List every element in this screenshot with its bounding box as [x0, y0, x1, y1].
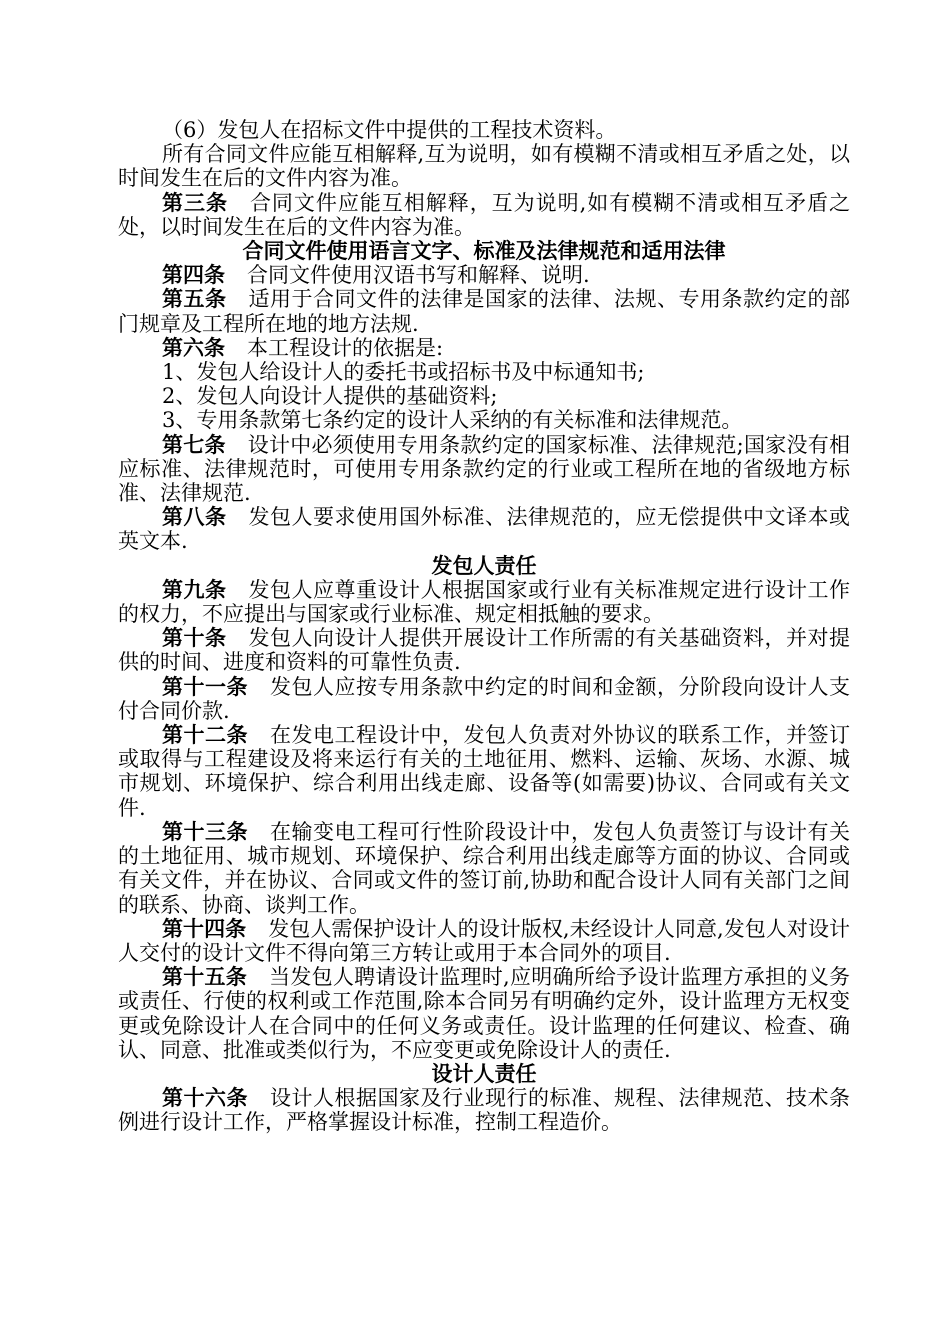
article-text: 当发包人聘请设计监理时,应明确所给予设计监理方承担的义务或责任、行使的权利或工作范围,除本合同另有明确约定外，设计监理方无权变更或免除设计人在合同中的任何义务或责任。设计监理的任何建议、检查、确认、同意、批准或类似行为，不应变更或免除设计人的责任.	[118, 965, 850, 1062]
article-3	[118, 191, 850, 239]
article-text: 设计中必须使用专用条款约定的国家标准、法律规范;国家没有相应标准、法律规范时，可使用专用条款约定的行业或工程所在地的省级地方标准、法律规范.	[118, 432, 851, 506]
article-text: 合同文件使用汉语书写和解释、说明.	[247, 263, 590, 288]
article-text: 发包人要求使用国外标准、法律规范的，应无偿提供中文译本或英文本.	[118, 505, 850, 554]
article-number: 第十一条	[162, 674, 248, 699]
article-text: 在输变电工程可行性阶段设计中，发包人负责签订与设计有关的土地征用、城市规划、环境保护、综合利用出线走廊等方面的协议、合同或有关文件，并在协议、合同或文件的签订前,协助和配合设计人同有关部门之间的联系、协商、谈判工作。	[118, 819, 850, 917]
article-text: 发包人需保护设计人的设计版权,未经设计人同意,发包人对设计人交付的设计文件不得向第三方转让或用于本合同外的项目.	[118, 916, 851, 965]
article-8	[118, 505, 850, 553]
article-number: 第十条	[162, 626, 227, 651]
article-number: 第三条	[162, 190, 228, 215]
paragraph-text: （6）发包人在招标文件中提供的工程技术资料。	[162, 118, 617, 142]
article-number: 第七条	[162, 432, 226, 457]
article-15	[118, 965, 850, 1062]
article-4	[118, 263, 850, 287]
article-5	[118, 287, 850, 335]
section-heading-employer: 发包人责任	[431, 553, 537, 578]
article-text: 合同文件应能互相解释，互为说明,如有模糊不清或相互矛盾之处，以时间发生在后的文件内容为准。	[118, 190, 850, 239]
article-number: 第九条	[162, 577, 227, 602]
paragraph-0	[118, 118, 850, 142]
article-number: 第四条	[162, 263, 225, 288]
article-text: 发包人向设计人提供开展设计工作所需的有关基础资料，并对提供的时间、进度和资料的可靠性负责.	[118, 626, 850, 675]
article-6	[118, 336, 850, 360]
list-item-2: 2、发包人向设计人提供的基础资料;	[162, 384, 498, 409]
article-number: 第十二条	[162, 723, 248, 748]
article-number: 第八条	[162, 505, 227, 530]
list-item-3: 3、专用条款第七条约定的设计人采纳的有关标准和法律规范。	[162, 408, 743, 433]
paragraph-text: 所有合同文件应能互相解释,互为说明，如有模糊不清或相互矛盾之处，以时间发生在后的文件内容为准。	[118, 142, 850, 191]
article-number: 第十三条	[162, 819, 248, 844]
article-text: 发包人应按专用条款中约定的时间和金额，分阶段向设计人支付合同价款.	[118, 674, 850, 723]
article-10	[118, 626, 850, 674]
list-item-1: 1、发包人给设计人的委托书或招标书及中标通知书;	[162, 360, 645, 385]
article-number: 第十五条	[162, 965, 248, 990]
article-11	[118, 675, 850, 723]
article-16	[118, 1086, 850, 1134]
article-text: 发包人应尊重设计人根据国家或行业有关标准规定进行设计工作的权力，不应提出与国家或行业标准、规定相抵触的要求。	[118, 577, 850, 627]
article-12	[118, 723, 850, 820]
section-heading-designer: 设计人责任	[431, 1061, 537, 1086]
section-heading-language: 合同文件使用语言文字、标准及法律规范和适用法律	[242, 239, 726, 264]
article-9	[118, 578, 850, 626]
paragraph-1	[118, 142, 850, 190]
article-text: 本工程设计的依据是:	[247, 335, 444, 360]
article-number: 第五条	[162, 287, 227, 312]
article-number: 第十六条	[162, 1086, 248, 1111]
article-number: 第十四条	[162, 916, 247, 941]
article-number: 第六条	[162, 335, 225, 360]
article-text: 设计人根据国家及行业现行的标准、规程、法律规范、技术条例进行设计工作，严格掌握设计标准，控制工程造价。	[118, 1086, 850, 1135]
article-13	[118, 820, 850, 917]
article-14	[118, 917, 850, 965]
article-text: 适用于合同文件的法律是国家的法律、法规、专用条款约定的部门规章及工程所在地的地方法规.	[118, 287, 850, 336]
document-page	[118, 118, 850, 1135]
article-text: 在发电工程设计中，发包人负责对外协议的联系工作，并签订或取得与工程建设及将来运行有关的土地征用、燃料、运输、灰场、水源、城市规划、环境保护、综合利用出线走廊、设备等(如需要)协议、合同或有关文件.	[118, 723, 850, 820]
article-7	[118, 433, 850, 506]
